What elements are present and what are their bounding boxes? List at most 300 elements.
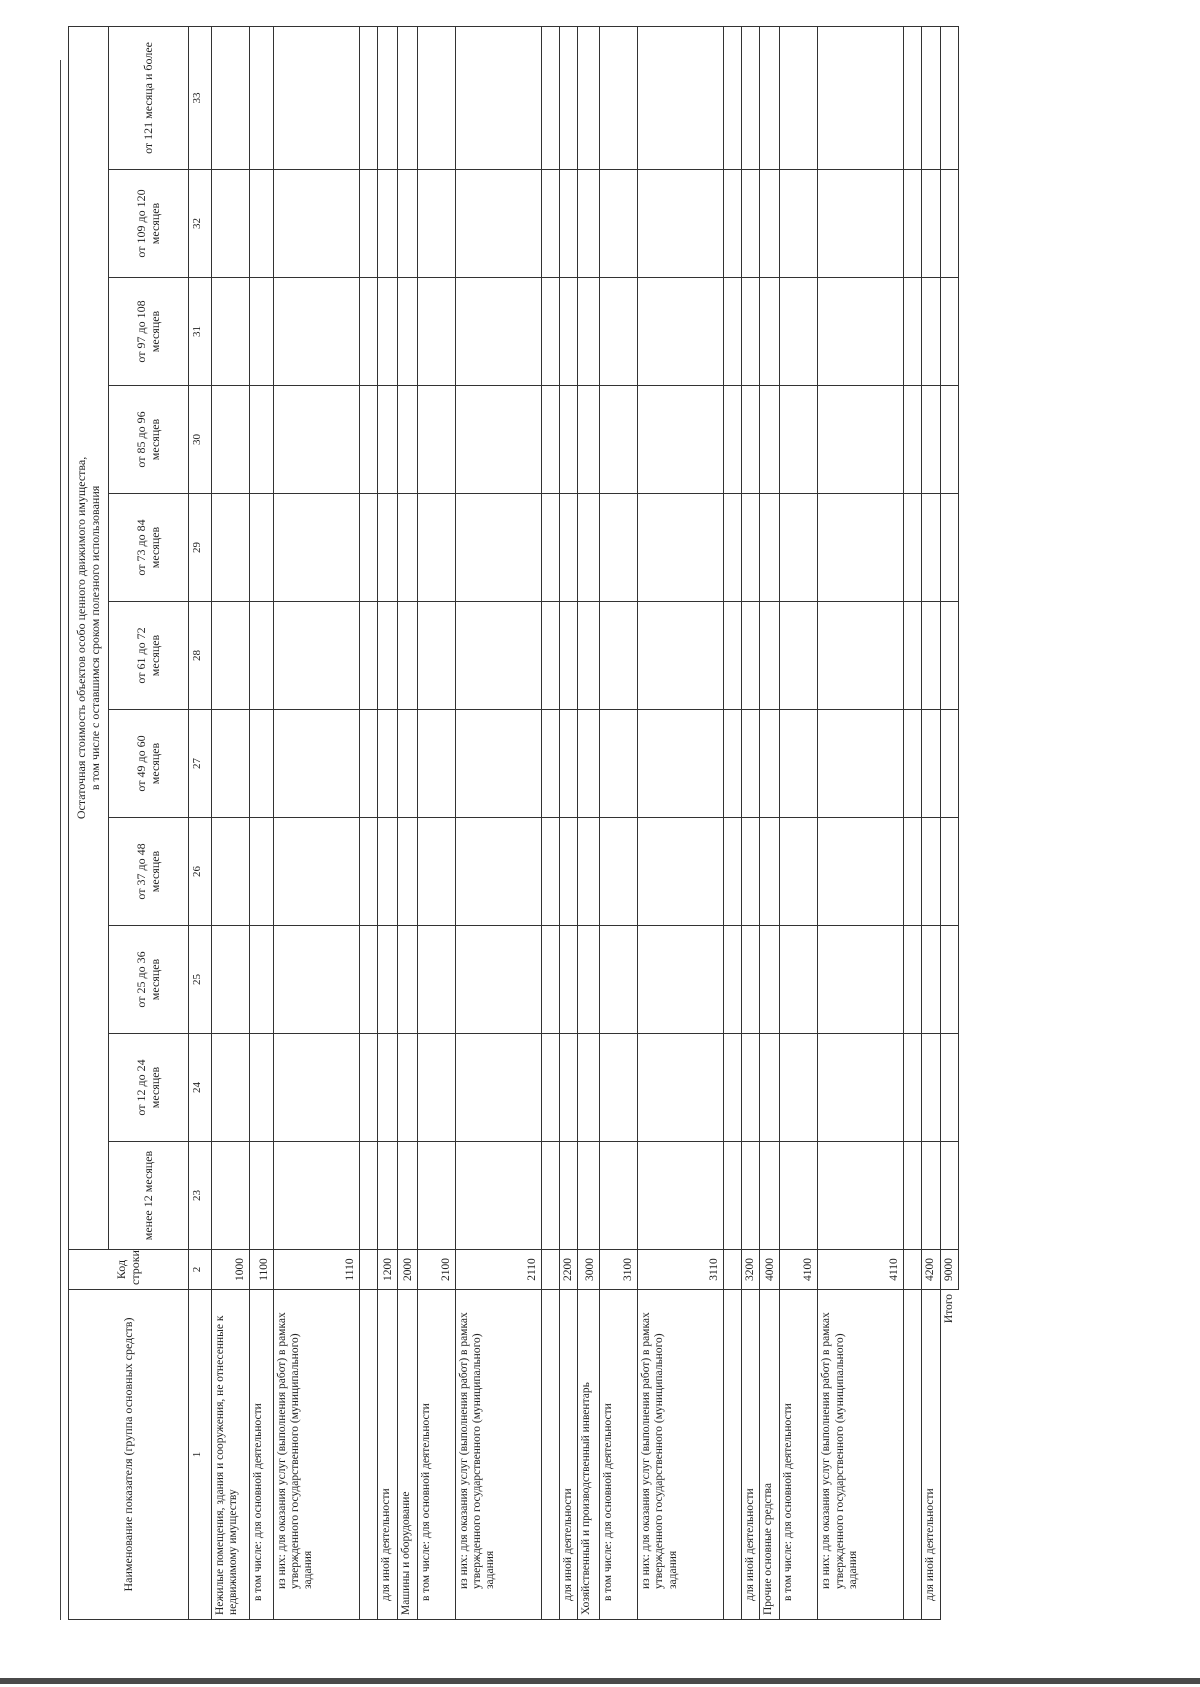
value-cell[interactable] — [818, 1142, 904, 1250]
table-row — [398, 26, 418, 1619]
value-cell[interactable] — [250, 494, 274, 602]
row-code: 3100 — [600, 1250, 638, 1290]
value-cell[interactable] — [638, 926, 724, 1034]
value-cell[interactable] — [724, 494, 742, 602]
value-cell[interactable] — [398, 818, 418, 926]
value-cell[interactable] — [724, 278, 742, 386]
row-code: 3000 — [578, 1250, 600, 1290]
value-cell[interactable] — [780, 494, 818, 602]
value-cell[interactable] — [638, 494, 724, 602]
row-name: из них: для оказания услуг (выполнения работ) в рамках утвержденного государственного (муниципального) задания — [274, 1290, 360, 1620]
value-cell[interactable] — [398, 602, 418, 710]
value-cell[interactable] — [818, 26, 904, 169]
period-col-number: 30 — [189, 386, 212, 494]
value-cell[interactable] — [922, 818, 940, 926]
total-value-cell[interactable] — [940, 278, 958, 386]
value-cell[interactable] — [922, 26, 940, 169]
value-cell[interactable] — [456, 386, 542, 494]
value-cell[interactable] — [760, 602, 780, 710]
value-cell[interactable] — [250, 1034, 274, 1142]
value-cell[interactable] — [418, 386, 456, 494]
value-cell[interactable] — [398, 1142, 418, 1250]
value-cell[interactable] — [456, 278, 542, 386]
value-cell[interactable] — [724, 1142, 742, 1250]
value-cell[interactable] — [212, 386, 250, 494]
value-cell[interactable] — [760, 170, 780, 278]
value-cell[interactable] — [600, 278, 638, 386]
value-cell[interactable] — [378, 926, 398, 1034]
group-title-line2: в том числе с оставшимся сроком полезного использования — [87, 485, 102, 791]
value-cell[interactable] — [456, 170, 542, 278]
value-cell[interactable] — [274, 1034, 360, 1142]
value-cell[interactable] — [780, 278, 818, 386]
value-cell[interactable] — [378, 710, 398, 818]
value-cell[interactable] — [560, 278, 578, 386]
value-cell[interactable] — [578, 26, 600, 169]
total-value-cell[interactable] — [940, 1142, 958, 1250]
table-row — [638, 26, 724, 1619]
total-value-cell[interactable] — [940, 26, 958, 169]
value-cell[interactable] — [578, 494, 600, 602]
period-header: от 37 до 48 месяцев — [109, 818, 189, 926]
value-cell[interactable] — [578, 1142, 600, 1250]
value-cell[interactable] — [360, 602, 378, 710]
value-cell[interactable] — [360, 710, 378, 818]
value-cell[interactable] — [274, 494, 360, 602]
value-cell[interactable] — [742, 386, 760, 494]
value-cell[interactable] — [360, 26, 378, 169]
value-cell[interactable] — [250, 278, 274, 386]
row-name: в том числе: для основной деятельности — [780, 1290, 818, 1620]
value-cell[interactable] — [780, 710, 818, 818]
row-name: в том числе: для основной деятельности — [600, 1290, 638, 1620]
value-cell[interactable] — [780, 1142, 818, 1250]
value-cell[interactable] — [760, 710, 780, 818]
value-cell[interactable] — [904, 926, 922, 1034]
row-name: для иной деятельности — [922, 1290, 940, 1620]
value-cell[interactable] — [456, 26, 542, 169]
value-cell[interactable] — [600, 710, 638, 818]
value-cell[interactable] — [418, 818, 456, 926]
value-cell[interactable] — [418, 710, 456, 818]
row-code: 2110 — [456, 1250, 542, 1290]
table-row — [760, 26, 780, 1619]
value-cell[interactable] — [638, 278, 724, 386]
value-cell[interactable] — [418, 926, 456, 1034]
value-cell[interactable] — [600, 1142, 638, 1250]
value-cell[interactable] — [578, 278, 600, 386]
value-cell[interactable] — [542, 26, 560, 169]
value-cell[interactable] — [418, 170, 456, 278]
row-name: Прочие основные средства — [760, 1290, 780, 1620]
value-cell[interactable] — [818, 278, 904, 386]
value-cell[interactable] — [638, 1034, 724, 1142]
row-code: 2100 — [418, 1250, 456, 1290]
value-cell[interactable] — [818, 170, 904, 278]
value-cell[interactable] — [904, 494, 922, 602]
period-col-number: 24 — [189, 1034, 212, 1142]
value-cell[interactable] — [600, 26, 638, 169]
value-cell[interactable] — [760, 26, 780, 169]
page-edge-line — [60, 60, 61, 1620]
header-code-col: Код строки — [69, 1250, 189, 1290]
period-header: менее 12 месяцев — [109, 1142, 189, 1250]
value-cell[interactable] — [456, 1034, 542, 1142]
total-value-cell[interactable] — [940, 494, 958, 602]
value-cell[interactable] — [212, 170, 250, 278]
value-cell[interactable] — [578, 926, 600, 1034]
value-cell[interactable] — [922, 170, 940, 278]
value-cell[interactable] — [922, 386, 940, 494]
value-cell[interactable] — [418, 278, 456, 386]
value-cell[interactable] — [818, 818, 904, 926]
value-cell[interactable] — [638, 386, 724, 494]
value-cell[interactable] — [250, 26, 274, 169]
value-cell[interactable] — [378, 1142, 398, 1250]
value-cell[interactable] — [818, 1034, 904, 1142]
value-cell[interactable] — [638, 26, 724, 169]
row-name: Машины и оборудование — [398, 1290, 418, 1620]
value-cell[interactable] — [456, 1142, 542, 1250]
value-cell[interactable] — [560, 926, 578, 1034]
value-cell[interactable] — [274, 386, 360, 494]
value-cell[interactable] — [378, 602, 398, 710]
value-cell[interactable] — [904, 1034, 922, 1142]
period-col-number: 27 — [189, 710, 212, 818]
row-code — [360, 1250, 378, 1290]
value-cell[interactable] — [742, 26, 760, 169]
value-cell[interactable] — [742, 602, 760, 710]
value-cell[interactable] — [578, 170, 600, 278]
header-name-col: Наименование показателя (группа основных средств) — [69, 1290, 189, 1620]
value-cell[interactable] — [250, 1142, 274, 1250]
value-cell[interactable] — [742, 1034, 760, 1142]
total-value-cell[interactable] — [940, 1034, 958, 1142]
value-cell[interactable] — [560, 386, 578, 494]
value-cell[interactable] — [760, 386, 780, 494]
value-cell[interactable] — [418, 602, 456, 710]
value-cell[interactable] — [250, 818, 274, 926]
row-name: Нежилые помещения, здания и сооружения, не отнесенные к недвижимому имуществу — [212, 1290, 250, 1620]
value-cell[interactable] — [274, 26, 360, 169]
value-cell[interactable] — [760, 1034, 780, 1142]
value-cell[interactable] — [578, 818, 600, 926]
value-cell[interactable] — [212, 818, 250, 926]
value-cell[interactable] — [742, 170, 760, 278]
period-col-number: 25 — [189, 926, 212, 1034]
value-cell[interactable] — [760, 926, 780, 1034]
row-name: в том числе: для основной деятельности — [418, 1290, 456, 1620]
col-num-name: 1 — [189, 1290, 212, 1620]
value-cell[interactable] — [456, 710, 542, 818]
value-cell[interactable] — [274, 170, 360, 278]
value-cell[interactable] — [542, 926, 560, 1034]
value-cell[interactable] — [760, 1142, 780, 1250]
value-cell[interactable] — [456, 494, 542, 602]
value-cell[interactable] — [250, 386, 274, 494]
value-cell[interactable] — [212, 602, 250, 710]
row-code: 4110 — [818, 1250, 904, 1290]
value-cell[interactable] — [456, 818, 542, 926]
table-row — [542, 26, 560, 1619]
value-cell[interactable] — [780, 386, 818, 494]
row-name: из них: для оказания услуг (выполнения работ) в рамках утвержденного государственного (муниципального) задания — [638, 1290, 724, 1620]
value-cell[interactable] — [542, 278, 560, 386]
value-cell[interactable] — [398, 1034, 418, 1142]
period-header: от 121 месяца и более — [109, 26, 189, 169]
table-row — [780, 26, 818, 1619]
total-value-cell[interactable] — [940, 710, 958, 818]
value-cell[interactable] — [274, 1142, 360, 1250]
row-name: для иной деятельности — [560, 1290, 578, 1620]
value-cell[interactable] — [212, 494, 250, 602]
value-cell[interactable] — [274, 278, 360, 386]
table-row — [274, 26, 360, 1619]
value-cell[interactable] — [378, 278, 398, 386]
value-cell[interactable] — [760, 494, 780, 602]
value-cell[interactable] — [378, 494, 398, 602]
value-cell[interactable] — [742, 710, 760, 818]
value-cell[interactable] — [212, 1034, 250, 1142]
value-cell[interactable] — [398, 170, 418, 278]
row-code: 4000 — [760, 1250, 780, 1290]
table-row — [742, 26, 760, 1619]
value-cell[interactable] — [904, 818, 922, 926]
value-cell[interactable] — [250, 710, 274, 818]
value-cell[interactable] — [922, 1142, 940, 1250]
value-cell[interactable] — [212, 278, 250, 386]
value-cell[interactable] — [578, 386, 600, 494]
value-cell[interactable] — [542, 1034, 560, 1142]
total-row — [940, 26, 958, 1619]
value-cell[interactable] — [724, 1034, 742, 1142]
value-cell[interactable] — [360, 1142, 378, 1250]
value-cell[interactable] — [560, 494, 578, 602]
row-code — [724, 1250, 742, 1290]
value-cell[interactable] — [360, 1034, 378, 1142]
value-cell[interactable] — [398, 386, 418, 494]
row-name: из них: для оказания услуг (выполнения работ) в рамках утвержденного государственного (муниципального) задания — [456, 1290, 542, 1620]
value-cell[interactable] — [360, 818, 378, 926]
table-row — [724, 26, 742, 1619]
period-col-number: 23 — [189, 1142, 212, 1250]
table-body — [212, 26, 959, 1619]
value-cell[interactable] — [600, 170, 638, 278]
row-name — [360, 1290, 378, 1620]
total-code: 9000 — [940, 1250, 958, 1290]
value-cell[interactable] — [360, 494, 378, 602]
row-code — [904, 1250, 922, 1290]
value-cell[interactable] — [760, 818, 780, 926]
value-cell[interactable] — [922, 494, 940, 602]
value-cell[interactable] — [780, 926, 818, 1034]
value-cell[interactable] — [542, 710, 560, 818]
value-cell[interactable] — [904, 710, 922, 818]
value-cell[interactable] — [378, 386, 398, 494]
value-cell[interactable] — [818, 710, 904, 818]
value-cell[interactable] — [456, 926, 542, 1034]
value-cell[interactable] — [904, 1142, 922, 1250]
row-name: из них: для оказания услуг (выполнения работ) в рамках утвержденного государственного (муниципального) задания — [818, 1290, 904, 1620]
value-cell[interactable] — [360, 278, 378, 386]
period-col-number: 26 — [189, 818, 212, 926]
value-cell[interactable] — [250, 602, 274, 710]
value-cell[interactable] — [560, 1034, 578, 1142]
value-cell[interactable] — [212, 1142, 250, 1250]
value-cell[interactable] — [904, 26, 922, 169]
row-code: 1200 — [378, 1250, 398, 1290]
value-cell[interactable] — [780, 170, 818, 278]
value-cell[interactable] — [398, 926, 418, 1034]
value-cell[interactable] — [378, 26, 398, 169]
value-cell[interactable] — [360, 170, 378, 278]
total-value-cell[interactable] — [940, 818, 958, 926]
value-cell[interactable] — [418, 494, 456, 602]
value-cell[interactable] — [600, 602, 638, 710]
value-cell[interactable] — [638, 1142, 724, 1250]
value-cell[interactable] — [542, 818, 560, 926]
row-code: 1110 — [274, 1250, 360, 1290]
value-cell[interactable] — [578, 1034, 600, 1142]
value-cell[interactable] — [378, 170, 398, 278]
value-cell[interactable] — [780, 1034, 818, 1142]
value-cell[interactable] — [638, 818, 724, 926]
scan-bottom-edge — [0, 1678, 1200, 1684]
value-cell[interactable] — [274, 926, 360, 1034]
value-cell[interactable] — [724, 818, 742, 926]
value-cell[interactable] — [378, 818, 398, 926]
row-name — [904, 1290, 922, 1620]
value-cell[interactable] — [398, 710, 418, 818]
row-name: в том числе: для основной деятельности — [250, 1290, 274, 1620]
value-cell[interactable] — [398, 494, 418, 602]
column-number-row — [189, 26, 212, 1619]
value-cell[interactable] — [600, 386, 638, 494]
value-cell[interactable] — [250, 926, 274, 1034]
value-cell[interactable] — [398, 278, 418, 386]
table-row — [818, 26, 904, 1619]
value-cell[interactable] — [904, 278, 922, 386]
value-cell[interactable] — [780, 818, 818, 926]
period-header: от 109 до 120 месяцев — [109, 170, 189, 278]
total-value-cell[interactable] — [940, 602, 958, 710]
value-cell[interactable] — [724, 926, 742, 1034]
value-cell[interactable] — [560, 26, 578, 169]
value-cell[interactable] — [818, 602, 904, 710]
value-cell[interactable] — [724, 602, 742, 710]
total-value-cell[interactable] — [940, 170, 958, 278]
value-cell[interactable] — [724, 710, 742, 818]
value-cell[interactable] — [760, 278, 780, 386]
value-cell[interactable] — [904, 602, 922, 710]
value-cell[interactable] — [560, 602, 578, 710]
value-cell[interactable] — [742, 278, 760, 386]
value-cell[interactable] — [724, 386, 742, 494]
value-cell[interactable] — [418, 26, 456, 169]
value-cell[interactable] — [742, 494, 760, 602]
value-cell[interactable] — [638, 710, 724, 818]
row-code: 2000 — [398, 1250, 418, 1290]
value-cell[interactable] — [542, 170, 560, 278]
row-code: 3110 — [638, 1250, 724, 1290]
value-cell[interactable] — [600, 926, 638, 1034]
value-cell[interactable] — [818, 386, 904, 494]
row-code: 2200 — [560, 1250, 578, 1290]
report-table — [68, 26, 959, 1620]
value-cell[interactable] — [818, 926, 904, 1034]
value-cell[interactable] — [922, 602, 940, 710]
value-cell[interactable] — [922, 710, 940, 818]
value-cell[interactable] — [274, 818, 360, 926]
table-row — [212, 26, 250, 1619]
value-cell[interactable] — [600, 494, 638, 602]
value-cell[interactable] — [742, 926, 760, 1034]
value-cell[interactable] — [780, 602, 818, 710]
value-cell[interactable] — [600, 818, 638, 926]
value-cell[interactable] — [360, 926, 378, 1034]
value-cell[interactable] — [560, 710, 578, 818]
period-col-number: 29 — [189, 494, 212, 602]
value-cell[interactable] — [724, 170, 742, 278]
value-cell[interactable] — [398, 26, 418, 169]
value-cell[interactable] — [250, 170, 274, 278]
rotated-table — [68, 41, 955, 1620]
value-cell[interactable] — [542, 1142, 560, 1250]
value-cell[interactable] — [578, 602, 600, 710]
value-cell[interactable] — [742, 818, 760, 926]
value-cell[interactable] — [274, 710, 360, 818]
value-cell[interactable] — [274, 602, 360, 710]
row-code: 3200 — [742, 1250, 760, 1290]
value-cell[interactable] — [456, 602, 542, 710]
value-cell[interactable] — [578, 710, 600, 818]
table-row — [922, 26, 940, 1619]
value-cell[interactable] — [542, 386, 560, 494]
value-cell[interactable] — [638, 602, 724, 710]
value-cell[interactable] — [418, 1142, 456, 1250]
total-value-cell[interactable] — [940, 926, 958, 1034]
value-cell[interactable] — [212, 926, 250, 1034]
value-cell[interactable] — [418, 1034, 456, 1142]
value-cell[interactable] — [724, 26, 742, 169]
row-code — [542, 1250, 560, 1290]
value-cell[interactable] — [560, 1142, 578, 1250]
value-cell[interactable] — [212, 26, 250, 169]
value-cell[interactable] — [560, 818, 578, 926]
value-cell[interactable] — [212, 710, 250, 818]
value-cell[interactable] — [542, 494, 560, 602]
value-cell[interactable] — [904, 170, 922, 278]
value-cell[interactable] — [360, 386, 378, 494]
row-name — [542, 1290, 560, 1620]
value-cell[interactable] — [922, 1034, 940, 1142]
value-cell[interactable] — [922, 926, 940, 1034]
row-name: Хозяйственный и производственный инвентарь — [578, 1290, 600, 1620]
value-cell[interactable] — [638, 170, 724, 278]
value-cell[interactable] — [600, 1034, 638, 1142]
value-cell[interactable] — [922, 278, 940, 386]
total-value-cell[interactable] — [940, 386, 958, 494]
value-cell[interactable] — [818, 494, 904, 602]
value-cell[interactable] — [560, 170, 578, 278]
table-row — [904, 26, 922, 1619]
row-name — [724, 1290, 742, 1620]
value-cell[interactable] — [780, 26, 818, 169]
value-cell[interactable] — [742, 1142, 760, 1250]
value-cell[interactable] — [904, 386, 922, 494]
value-cell[interactable] — [378, 1034, 398, 1142]
value-cell[interactable] — [542, 602, 560, 710]
